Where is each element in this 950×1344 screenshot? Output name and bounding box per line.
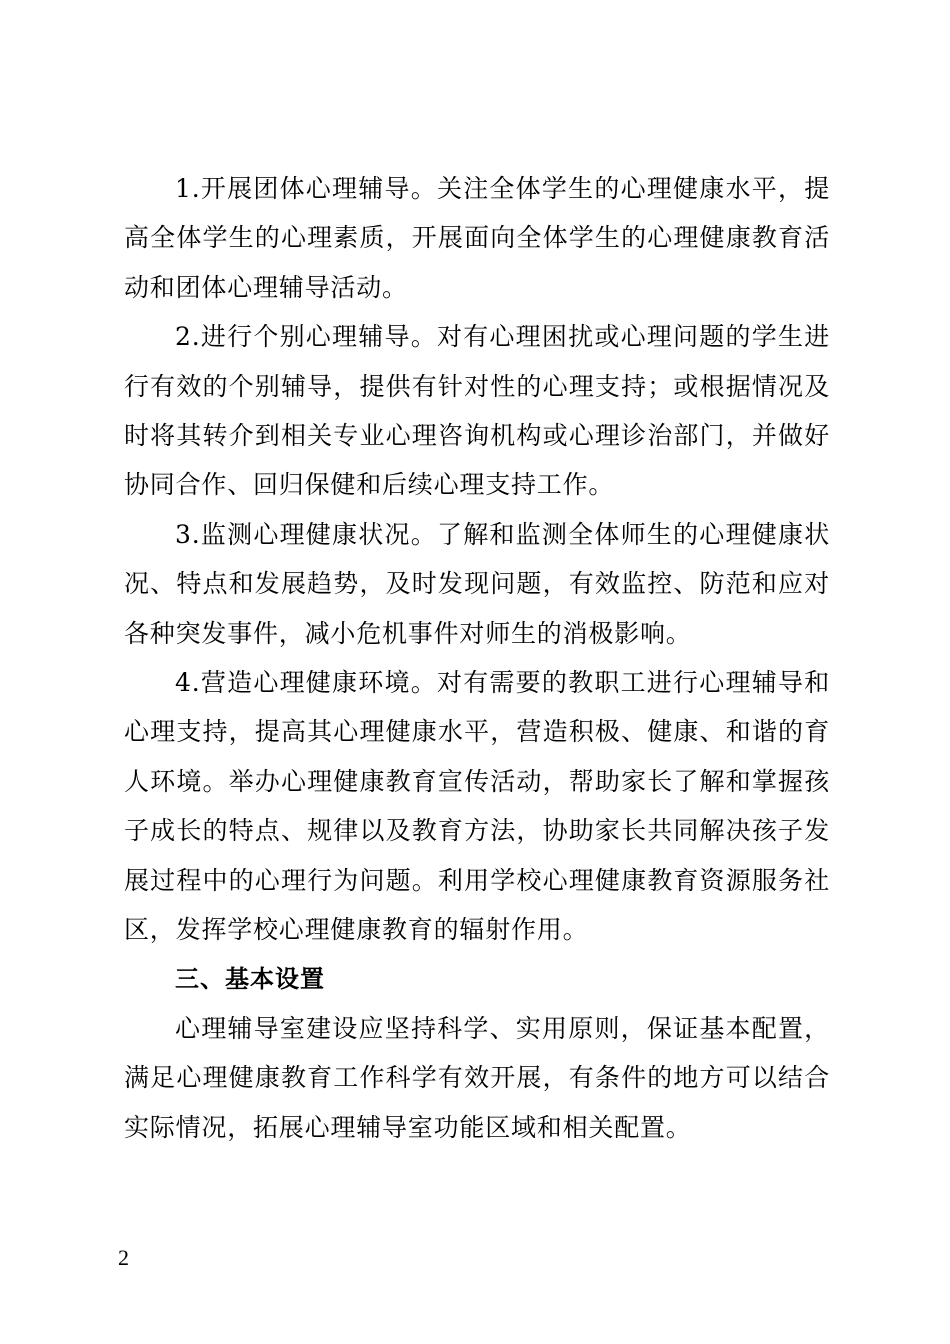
paragraph-health-monitoring: 3.监测心理健康状况。了解和监测全体师生的心理健康状况、特点和发展趋势，及时发现问题，有效监控、防范和应对各种突发事件，减小危机事件对师生的消极影响。 bbox=[124, 519, 830, 648]
paragraph-environment: 4.营造心理健康环境。对有需要的教职工进行心理辅导和心理支持，提高其心理健康水平，营造积极、健康、和谐的育人环境。举办心理健康教育宣传活动，帮助家长了解和掌握孩子成长的特点、规律以及教育方法，协助家长共同解决孩子发展过程中的心理行为问题。利用学校心理健康教育资源服务社区，发挥学校心理健康教育的辐射作用。 bbox=[124, 668, 830, 945]
paragraph-basic-setup: 心理辅导室建设应坚持科学、实用原则，保证基本配置，满足心理健康教育工作科学有效开展，有条件的地方可以结合实际情况，拓展心理辅导室功能区域和相关配置。 bbox=[124, 1013, 830, 1142]
section-heading-basic-setup: 三、基本设置 bbox=[175, 964, 325, 993]
page-content bbox=[124, 164, 830, 1152]
paragraph-individual-counseling: 2.进行个别心理辅导。对有心理困扰或心理问题的学生进行有效的个别辅导，提供有针对性的心理支持；或根据情况及时将其转介到相关专业心理咨询机构或心理诊治部门，并做好协同合作、回归保健和后续心理支持工作。 bbox=[124, 322, 830, 500]
paragraph-group-counseling: 1.开展团体心理辅导。关注全体学生的心理健康水平，提高全体学生的心理素质，开展面向全体学生的心理健康教育活动和团体心理辅导活动。 bbox=[124, 174, 830, 302]
page-number: 2 bbox=[118, 1245, 129, 1270]
